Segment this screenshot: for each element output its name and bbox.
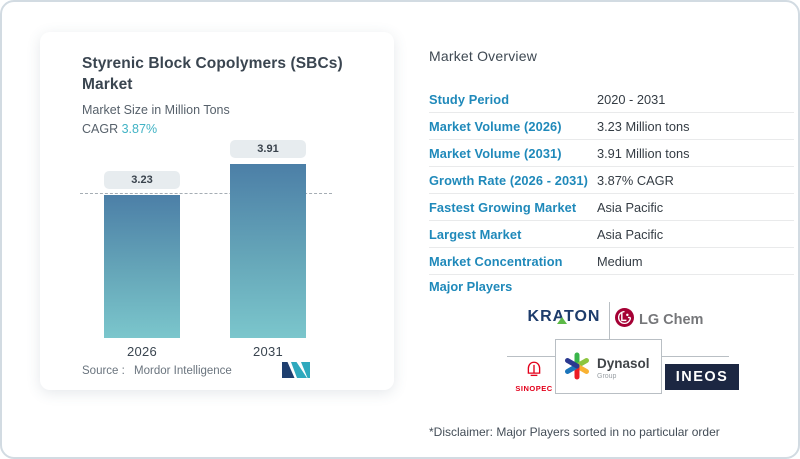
mordor-intelligence-logo-icon — [282, 362, 310, 383]
x-axis-label-2031: 2031 — [252, 344, 284, 359]
row-label: Market Volume (2026) — [429, 118, 562, 134]
kraton-wordmark: KRATON — [527, 308, 601, 325]
row-label: Fastest Growing Market — [429, 199, 577, 215]
sinopec-wordmark: SINOPEC — [515, 384, 553, 393]
row-label: Market Volume (2031) — [429, 145, 562, 161]
chart-header — [82, 54, 372, 136]
major-players-label: Major Players — [429, 279, 513, 294]
ineos-logo — [665, 364, 739, 390]
overview-heading: Market Overview — [429, 48, 538, 64]
value-label-2031: 3.91 — [230, 140, 306, 158]
source-label: Source : — [82, 365, 125, 377]
table-row-fastest-growing-market — [429, 194, 794, 221]
bar-2026 — [104, 195, 180, 338]
table-row-market-volume-2026 — [429, 113, 794, 140]
table-row-largest-market — [429, 221, 794, 248]
x-axis-label-2026: 2026 — [126, 344, 158, 359]
row-value: Asia Pacific — [597, 199, 664, 215]
source-attribution — [82, 365, 362, 377]
source-value: Mordor Intelligence — [134, 365, 232, 377]
sinopec-logo — [511, 360, 557, 393]
bar-chart — [40, 143, 394, 359]
bar-2031 — [230, 164, 306, 338]
dynasol-star-icon — [562, 350, 592, 387]
table-row-market-volume-2031 — [429, 140, 794, 167]
row-value: Asia Pacific — [597, 226, 664, 242]
row-value: Medium — [597, 253, 643, 269]
lg-symbol-icon — [615, 308, 634, 332]
dynasol-logo — [562, 350, 650, 387]
kraton-logo — [521, 308, 607, 326]
cagr-value: 3.87% — [121, 121, 158, 136]
lg-chem-wordmark: LG Chem — [639, 312, 704, 328]
market-facts-table — [429, 86, 794, 275]
market-chart-card — [40, 32, 394, 390]
kraton-triangle-icon — [557, 317, 567, 324]
row-label: Market Concentration — [429, 253, 563, 269]
row-value: 3.87% CAGR — [597, 172, 674, 188]
disclaimer-text: *Disclaimer: Major Players sorted in no particular order — [429, 425, 720, 439]
cagr-line — [82, 122, 372, 136]
sinopec-torch-icon — [525, 365, 543, 382]
cagr-label: CAGR — [82, 121, 119, 136]
lg-chem-logo — [615, 308, 703, 332]
row-value: 2020 - 2031 — [597, 91, 666, 107]
dynasol-wordmark: Dynasol — [597, 356, 650, 372]
table-row-market-concentration — [429, 248, 794, 275]
row-label: Largest Market — [429, 226, 522, 242]
major-players-diagram — [422, 297, 794, 409]
chart-subtitle: Market Size in Million Tons — [82, 102, 230, 117]
divider-line — [609, 302, 610, 339]
table-row-study-period — [429, 86, 794, 113]
row-label: Growth Rate (2026 - 2031) — [429, 172, 588, 188]
connector-line-left — [507, 356, 555, 357]
ineos-wordmark: INEOS — [675, 369, 729, 385]
row-value: 3.91 Million tons — [597, 145, 690, 161]
value-label-2026: 3.23 — [104, 171, 180, 189]
table-row-growth-rate — [429, 167, 794, 194]
row-value: 3.23 Million tons — [597, 118, 690, 134]
connector-line-right — [662, 356, 729, 357]
page-title: Styrenic Block Copolymers (SBCs) Market — [82, 55, 343, 93]
row-label: Study Period — [429, 91, 510, 107]
dynasol-group-label: Group — [597, 372, 617, 380]
